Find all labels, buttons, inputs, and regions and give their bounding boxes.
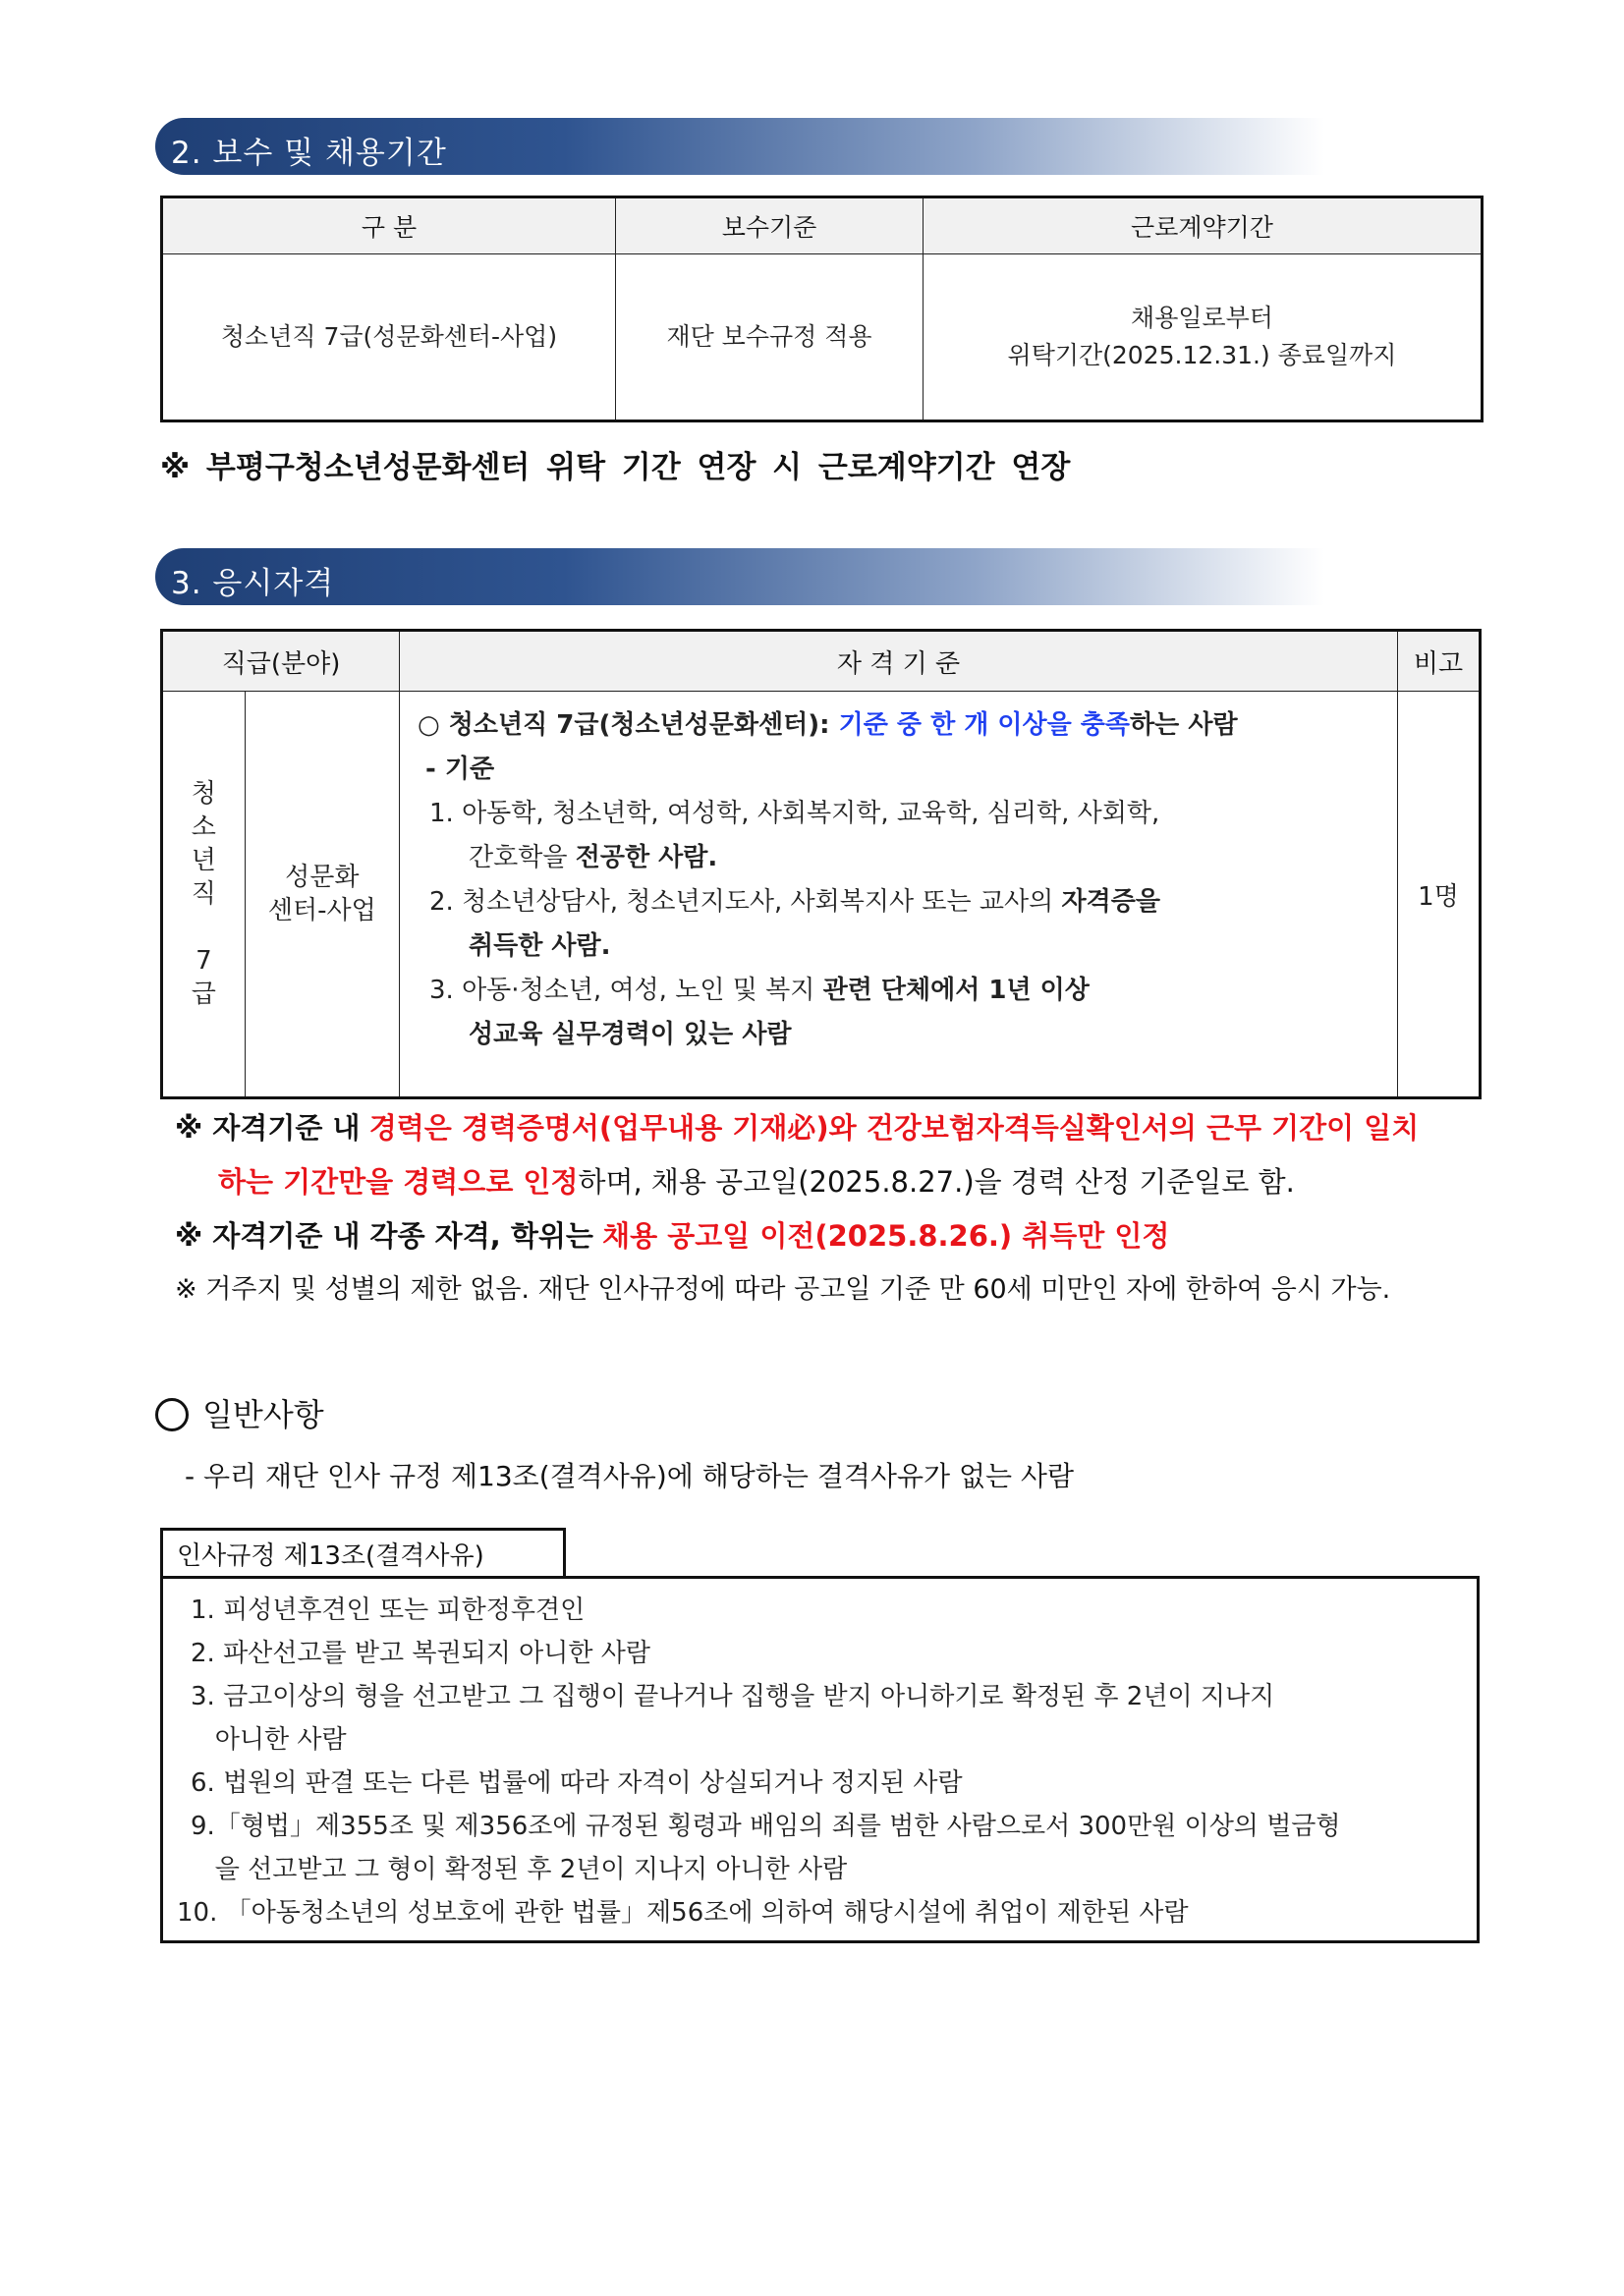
period-line-2: 위탁기간(2025.12.31.) 종료일까지 (1007, 341, 1397, 369)
salary-table (160, 196, 1484, 422)
grade-char: 7 (196, 946, 212, 976)
note2-prefix: ※ 자격기준 내 각종 자격, 학위는 (175, 1219, 593, 1253)
note1-line2-rest: 하며, 채용 공고일(2025.8.27.)을 경력 산정 기준일로 함. (578, 1165, 1295, 1199)
note1-prefix: ※ 자격기준 내 (175, 1111, 361, 1145)
disq-item: 3. 금고이상의 형을 선고받고 그 집행이 끝나거나 집행을 받지 아니하기로 확정된 후 2년이 지나지 (191, 1682, 1275, 1711)
criteria-1-line-2 (418, 836, 1379, 880)
criteria-1-line-1: 1. 아동학, 청소년학, 여성학, 사회복지학, 교육학, 심리학, 사회학, (429, 799, 1160, 828)
salary-pay-standard: 재단 보수규정 적용 (616, 254, 924, 421)
criteria-3-plain: 3. 아동·청소년, 여성, 노인 및 복지 (429, 976, 815, 1005)
note1-line2-red: 하는 기간만을 경력으로 인정 (218, 1165, 579, 1199)
remark-cell: 1명 (1398, 692, 1481, 1098)
disqualification-box-title: 인사규정 제13조(결격사유) (160, 1528, 566, 1579)
criteria-head-prefix: ○ 청소년직 7급(청소년성문화센터): (418, 710, 830, 740)
criteria-head-suffix: 하는 사람 (1130, 710, 1238, 740)
disq-item: 6. 법원의 판결 또는 다른 법률에 따라 자격이 상실되거나 정지된 사람 (191, 1768, 963, 1798)
disq-item: 10. 「아동청소년의 성보호에 관한 법률」제56조에 의하여 해당시설에 취업이 제한된 사람 (177, 1898, 1189, 1928)
disq-item: 9.「형법」제355조 및 제356조에 규정된 횡령과 배임의 죄를 범한 사람으로서 300만원 이상의 벌금형 (191, 1812, 1341, 1841)
grade-char: 년 (191, 846, 216, 875)
grade-char: 소 (191, 812, 216, 842)
qual-note-2 (175, 1211, 1169, 1260)
criteria-heading (418, 703, 1379, 748)
salary-position: 청소년직 7급(성문화센터-사업) (162, 254, 616, 421)
qualification-table (160, 629, 1482, 1099)
salary-header-period: 근로계약기간 (924, 197, 1483, 254)
salary-header-category: 구 분 (162, 197, 616, 254)
grade-char: 급 (191, 980, 216, 1009)
field-cell (245, 692, 399, 1098)
section2-title: 2. 보수 및 채용기간 (171, 136, 447, 171)
general-heading (155, 1390, 324, 1439)
disq-item: 을 선고받고 그 형이 확정된 후 2년이 지나지 아니한 사람 (191, 1855, 848, 1884)
qual-header-criteria: 자 격 기 준 (400, 631, 1398, 692)
qual-note-1-line-1 (175, 1103, 1419, 1152)
disq-item: 1. 피성년후견인 또는 피한정후견인 (191, 1596, 586, 1625)
section3-title: 3. 응시자격 (171, 566, 335, 601)
grade-vertical (162, 692, 246, 1098)
criteria-2-plain: 2. 청소년상담사, 청소년지도사, 사회복지사 또는 교사의 (429, 887, 1054, 917)
criteria-3-line-1 (418, 969, 1379, 1013)
disq-item: 아니한 사람 (191, 1725, 347, 1755)
general-desc: - 우리 재단 인사 규정 제13조(결격사유)에 해당하는 결격사유가 없는 사람 (185, 1460, 1075, 1492)
criteria-2-line-2: 취득한 사람. (469, 931, 611, 961)
criteria-2-line-1 (418, 880, 1379, 924)
salary-header-pay: 보수기준 (616, 197, 924, 254)
field-line-1: 성문화 (285, 863, 360, 892)
criteria-3-line-2: 성교육 실무경력이 있는 사람 (469, 1020, 792, 1049)
note2-red: 채용 공고일 이전(2025.8.26.) 취득만 인정 (602, 1219, 1170, 1253)
grade-char: 청 (191, 779, 216, 809)
qual-note-1-line-2 (218, 1157, 1295, 1206)
section3-banner (155, 548, 1324, 605)
qual-note-3: ※ 거주지 및 성별의 제한 없음. 재단 인사규정에 따라 공고일 기준 만 60세 미만인 자에 한하여 응시 가능. (175, 1274, 1391, 1305)
qual-header-remark: 비고 (1398, 631, 1481, 692)
section2-banner (155, 118, 1324, 175)
criteria-1-plain: 간호학을 (469, 843, 568, 872)
disq-item: 2. 파산선고를 받고 복권되지 아니한 사람 (191, 1639, 650, 1668)
criteria-sub: - 기준 (425, 755, 495, 784)
criteria-2-bold: 자격증을 (1061, 887, 1160, 917)
grade-char: 직 (191, 879, 216, 909)
grade-spacer (163, 911, 245, 944)
criteria-cell (400, 692, 1398, 1098)
contract-extension-note: ※ 부평구청소년성문화센터 위탁 기간 연장 시 근로계약기간 연장 (160, 450, 1071, 485)
criteria-head-highlight: 기준 중 한 개 이상을 충족 (838, 710, 1131, 740)
salary-contract-period (924, 254, 1483, 421)
period-line-1: 채용일로부터 (1131, 304, 1273, 332)
general-title: 일반사항 (202, 1396, 324, 1433)
criteria-1-bold: 전공한 사람. (575, 843, 718, 872)
note1-red: 경력은 경력증명서(업무내용 기재必)와 건강보험자격득실확인서의 근무 기간이 일치 (368, 1111, 1420, 1145)
disqualification-box (160, 1576, 1480, 1943)
qual-header-grade: 직급(분야) (162, 631, 400, 692)
circle-bullet-icon (155, 1398, 189, 1431)
criteria-3-bold: 관련 단체에서 1년 이상 (822, 976, 1090, 1005)
field-line-2: 센터-사업 (267, 896, 376, 925)
